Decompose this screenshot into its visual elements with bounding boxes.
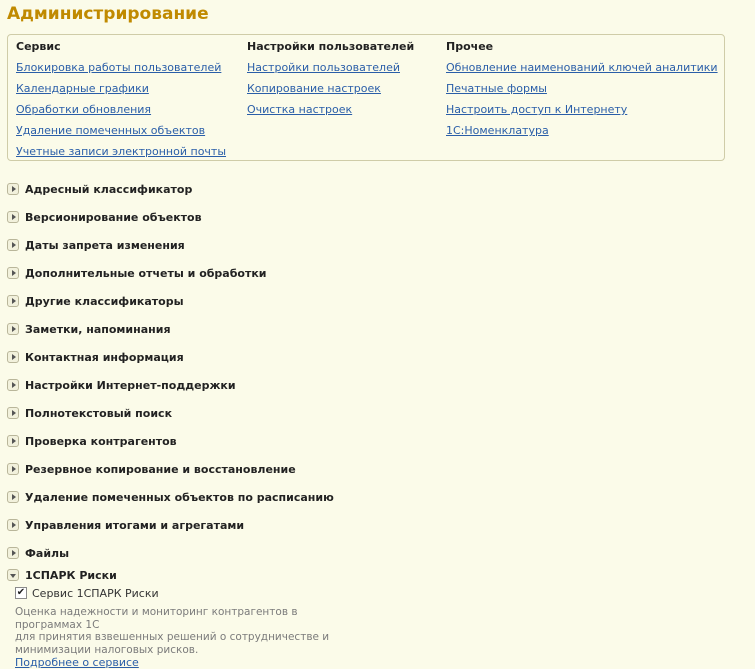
expand-arrow-icon[interactable] (7, 211, 19, 223)
spark-description: Оценка надежности и мониторинг контрагентов в программах 1С для принятия взвешенных решений о сотрудничестве и минимизации налоговых рисков. (15, 606, 330, 656)
link-copy-settings[interactable]: Копирование настроек (247, 82, 381, 95)
expand-arrow-icon[interactable] (7, 239, 19, 251)
spark-heading: 1СПАРК Риски (25, 568, 117, 582)
section-address-classifier[interactable]: Адресный классификатор (7, 175, 334, 203)
link-calendars[interactable]: Календарные графики (16, 82, 149, 95)
section-contact-info[interactable]: Контактная информация (7, 343, 334, 371)
section-change-prohibition-dates[interactable]: Даты запрета изменения (7, 231, 334, 259)
collapse-arrow-icon[interactable] (7, 569, 19, 581)
expand-arrow-icon[interactable] (7, 407, 19, 419)
section-backup[interactable]: Резервное копирование и восстановление (7, 455, 334, 483)
link-update-key-names[interactable]: Обновление наименований ключей аналитики (446, 61, 718, 74)
expand-arrow-icon[interactable] (7, 183, 19, 195)
link-update-handlers[interactable]: Обработки обновления (16, 103, 152, 116)
expand-arrow-icon[interactable] (7, 547, 19, 559)
spark-header[interactable] (7, 567, 407, 583)
section-scheduled-deletion[interactable]: Удаление помеченных объектов по расписанию (7, 483, 334, 511)
link-delete-marked[interactable]: Удаление помеченных объектов (16, 124, 206, 137)
group-heading: Сервис (16, 40, 61, 53)
spark-more-link[interactable]: Подробнее о сервисе (15, 656, 139, 669)
section-additional-reports[interactable]: Дополнительные отчеты и обработки (7, 259, 334, 287)
expand-arrow-icon[interactable] (7, 435, 19, 447)
section-fulltext-search[interactable]: Полнотекстовый поиск (7, 399, 334, 427)
expand-arrow-icon[interactable] (7, 267, 19, 279)
expand-arrow-icon[interactable] (7, 379, 19, 391)
spark-service-checkbox-row[interactable] (15, 585, 407, 601)
link-user-settings[interactable]: Настройки пользователей (247, 61, 400, 74)
collapsible-sections (7, 175, 334, 567)
link-nomenclature[interactable]: 1С:Номенклатура (446, 124, 549, 137)
spark-service-checkbox[interactable]: ✔ (16, 587, 26, 598)
section-internet-support[interactable]: Настройки Интернет-поддержки (7, 371, 334, 399)
expand-arrow-icon[interactable] (7, 491, 19, 503)
link-internet-access[interactable]: Настроить доступ к Интернету (446, 103, 628, 116)
link-email-accounts[interactable]: Учетные записи электронной почты (16, 145, 227, 158)
page-title: Администрирование (7, 4, 209, 24)
group-other (446, 40, 718, 138)
expand-arrow-icon[interactable] (7, 519, 19, 531)
expand-arrow-icon[interactable] (7, 295, 19, 307)
link-clear-settings[interactable]: Очистка настроек (247, 103, 353, 116)
section-spark-risks (7, 567, 407, 669)
section-files[interactable]: Файлы (7, 539, 334, 567)
group-heading: Настройки пользователей (247, 40, 415, 53)
expand-arrow-icon[interactable] (7, 323, 19, 335)
section-totals-aggregates[interactable]: Управления итогами и агрегатами (7, 511, 334, 539)
section-notes-reminders[interactable]: Заметки, напоминания (7, 315, 334, 343)
expand-arrow-icon[interactable] (7, 351, 19, 363)
link-print-forms[interactable]: Печатные формы (446, 82, 547, 95)
quick-links-panel (7, 34, 725, 161)
group-heading: Прочее (446, 40, 494, 53)
link-user-lock[interactable]: Блокировка работы пользователей (16, 61, 222, 74)
group-user-settings (247, 40, 414, 117)
group-service (16, 40, 226, 159)
section-counterparty-check[interactable]: Проверка контрагентов (7, 427, 334, 455)
section-other-classifiers[interactable]: Другие классификаторы (7, 287, 334, 315)
section-object-versioning[interactable]: Версионирование объектов (7, 203, 334, 231)
expand-arrow-icon[interactable] (7, 463, 19, 475)
spark-service-label: Сервис 1СПАРК Риски (32, 586, 159, 600)
